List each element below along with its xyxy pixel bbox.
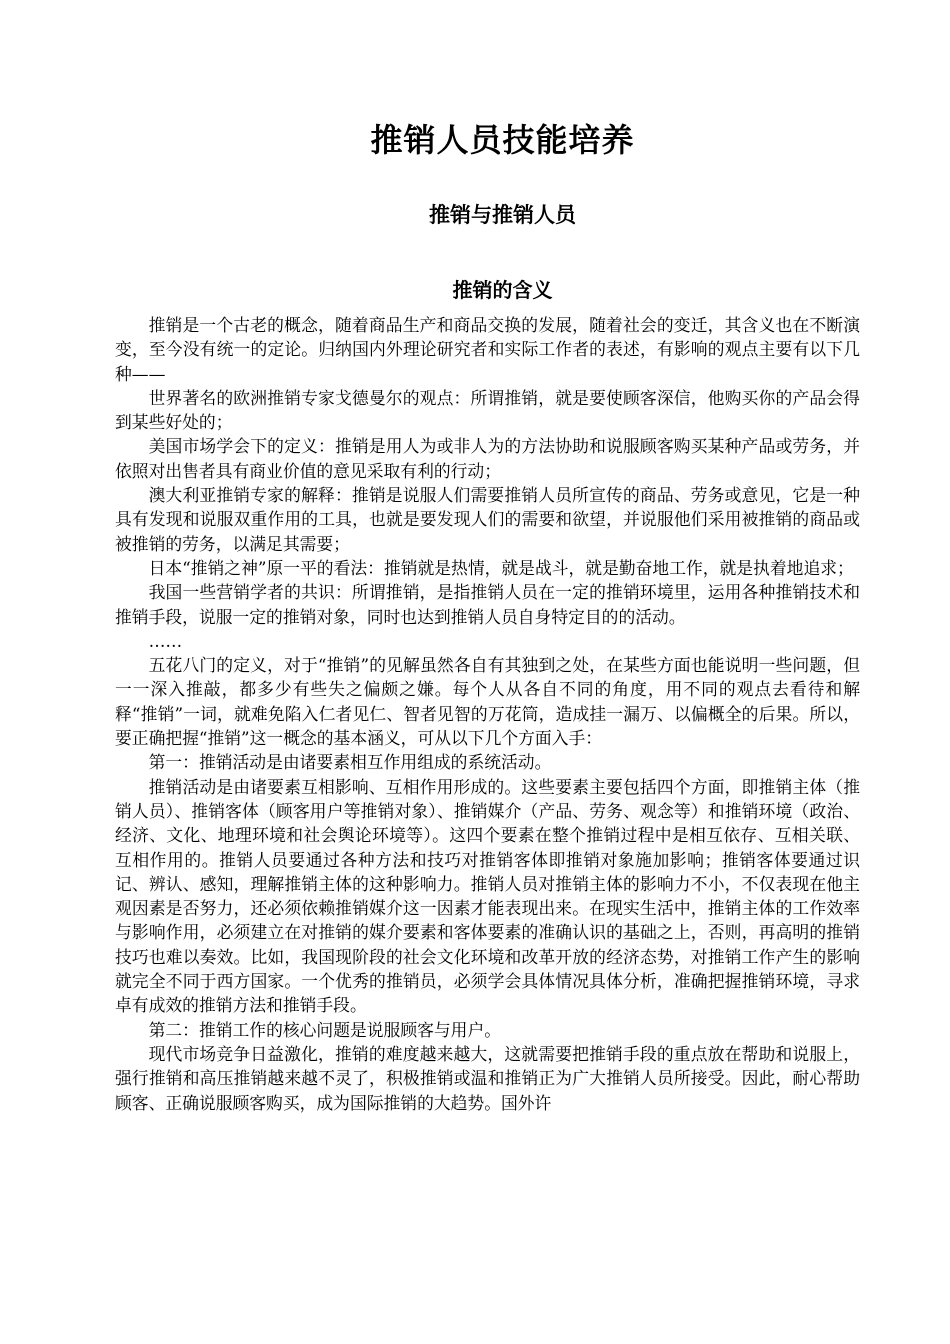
paragraph: 澳大利亚推销专家的解释：推销是说服人们需要推销人员所宣传的商品、劳务或意见，它是一种具有发现和说服双重作用的工具，也就是要发现人们的需要和欲望，并说服他们采用被推销的商品或被推销的劳务，以满足其需要； [115,485,860,554]
paragraph: 日本“推销之神”原一平的看法：推销就是热情，就是战斗，就是勤奋地工作，就是执着地追求； [148,557,854,578]
ellipsis-paragraph: …… [148,630,183,651]
document-title: 推销人员技能培养 [370,121,635,159]
paragraph: 美国市场学会下的定义：推销是用人为或非人为的方法协助和说服顾客购买某种产品或劳务，并依照对出售者具有商业价值的意见采取有利的行动； [115,436,860,481]
paragraph: 第二：推销工作的核心问题是说服顾客与用户。 [148,1019,502,1040]
paragraph: 第一：推销活动是由诸要素相互作用组成的系统活动。 [148,752,552,773]
paragraph: 现代市场竞争日益激化，推销的难度越来越大，这就需要把推销手段的重点放在帮助和说服上，强行推销和高压推销越来越不灵了，积极推销或温和推销正为广大推销人员所接受。因此，耐心帮助顾客、正确说服顾客购买，成为国际推销的大趋势。国外许 [115,1043,860,1113]
paragraph: 推销是一个古老的概念，随着商品生产和商品交换的发展，随着社会的变迁，其含义也在不断演变，至今没有统一的定论。归纳国内外理论研究者和实际工作者的表述，有影响的观点主要有以下几种—— [115,315,860,384]
paragraph: 推销活动是由诸要素互相影响、互相作用形成的。这些要素主要包括四个方面，即推销主体（推销人员）、推销客体（顾客用户等推销对象）、推销媒介（产品、劳务、观念等）和推销环境（政治、经济、文化、地理环境和社会舆论环境等）。这四个要素在整个推销过程中是相互依存、互相关联、互相作用的。推销人员要通过各种方法和技巧对推销客体即推销对象施加影响；推销客体要通过识记、辨认、感知，理解推销主体的这种影响力。推销人员对推销主体的影响力不小，不仅表现在他主观因素是否努力，还必须依赖推销媒介这一因素才能表现出来。在现实生活中，推销主体的工作效率与影响作用，必须建立在对推销的媒介要素和客体要素的准确认识的基础之上，否则，再高明的推销技巧也难以奏效。比如，我国现阶段的社会文化环境和改革开放的经济态势，对推销工作产生的影响就完全不同于西方国家。一个优秀的推销员，必须学会具体情况具体分析，准确把握推销环境，寻求卓有成效的推销方法和推销手段。 [115,776,860,1016]
paragraph: 世界著名的欧洲推销专家戈德曼尔的观点：所谓推销，就是要使顾客深信，他购买你的产品会得到某些好处的； [115,387,860,433]
paragraph: 我国一些营销学者的共识：所谓推销，是指推销人员在一定的推销环境里，运用各种推销技术和推销手段，说服一定的推销对象，同时也达到推销人员自身特定目的的活动。 [115,582,860,627]
paragraph: 五花八门的定义，对于“推销”的见解虽然各自有其独到之处，在某些方面也能说明一些问题，但一一深入推敲，都多少有些失之偏颇之嫌。每个人从各自不同的角度，用不同的观点去看待和解释“推销”一词，就难免陷入仁者见仁、智者见智的万花筒，造成挂一漏万、以偏概全的后果。所以，要正确把握“推销”这一概念的基本涵义，可从以下几个方面入手： [115,655,860,749]
chapter-subtitle: 推销与推销人员 [429,203,576,227]
section-heading: 推销的含义 [452,278,553,302]
document-body [115,313,860,1115]
